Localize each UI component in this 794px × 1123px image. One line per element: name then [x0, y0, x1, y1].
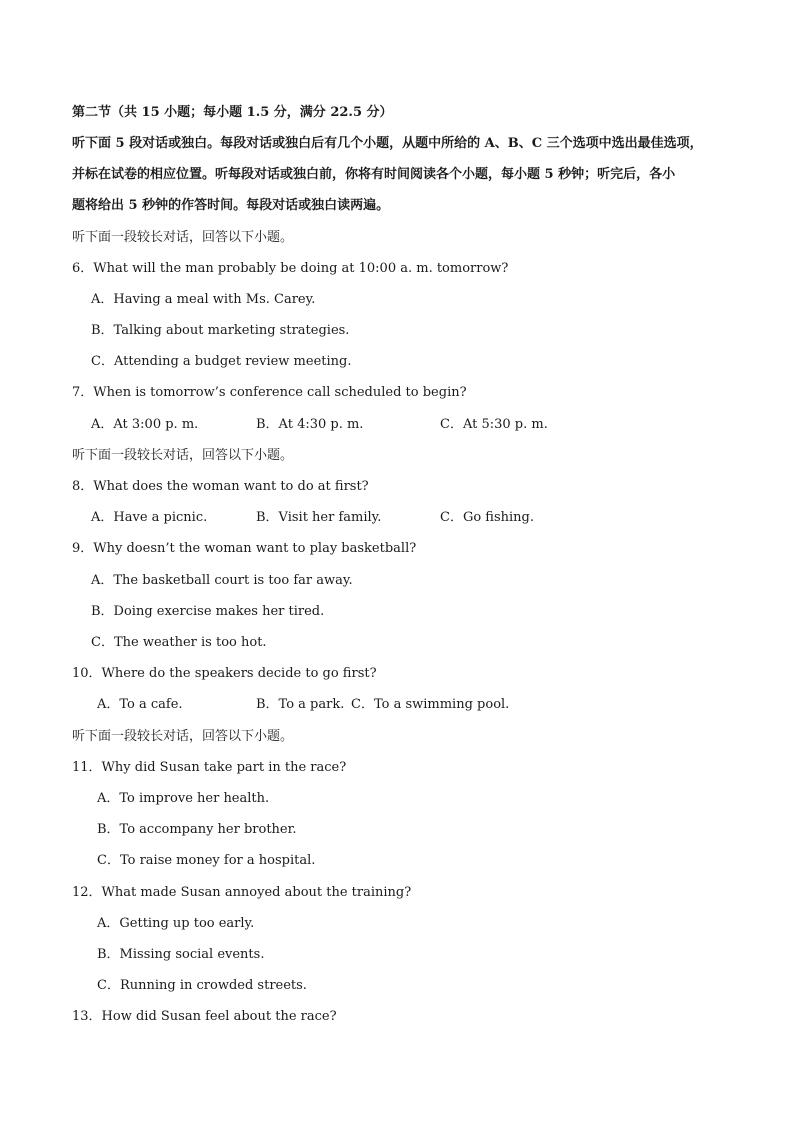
question-10-option-a: A．To a cafe.: [97, 697, 183, 712]
question-10-option-c: C．To a swimming pool.: [351, 697, 510, 712]
question-10-stem: 10．Where do the speakers decide to go first?: [72, 666, 377, 681]
dialogue-prompt: 听下面一段较长对话，回答以下小题。: [72, 448, 294, 463]
question-12-option-a: A．Getting up too early.: [97, 916, 255, 931]
question-6-option-a: A．Having a meal with Ms. Carey.: [91, 292, 316, 307]
dialogue-prompt: 听下面一段较长对话，回答以下小题。: [72, 729, 294, 744]
question-6-option-b: B．Talking about marketing strategies.: [91, 323, 350, 338]
question-10-option-b: B．To a park.: [256, 697, 345, 712]
question-12-option-c: C．Running in crowded streets.: [97, 978, 307, 993]
question-9-option-a: A．The basketball court is too far away.: [91, 573, 353, 588]
question-8-option-a: A．Have a picnic.: [91, 510, 208, 525]
question-8-option-c: C．Go fishing.: [440, 510, 534, 525]
question-9-option-b: B．Doing exercise makes her tired.: [91, 604, 325, 619]
section-heading: 第二节（共 15 小题；每小题 1.5 分，满分 22.5 分）: [72, 105, 393, 120]
question-9-stem: 9．Why doesn’t the woman want to play basketball?: [72, 541, 417, 556]
instructions-line-2: 并标在试卷的相应位置。听每段对话或独白前，你将有时间阅读各个小题，每小题 5 秒钟；听完后，各小: [72, 167, 676, 182]
question-11-option-a: A．To improve her health.: [97, 791, 270, 806]
question-8-option-b: B．Visit her family.: [256, 510, 382, 525]
question-7-stem: 7．When is tomorrow’s conference call scheduled to begin?: [72, 385, 467, 400]
question-12-stem: 12．What made Susan annoyed about the training?: [72, 885, 412, 900]
question-11-stem: 11．Why did Susan take part in the race?: [72, 760, 347, 775]
question-7-option-a: A．At 3:00 p. m.: [91, 417, 199, 432]
instructions-line-1: 听下面 5 段对话或独白。每段对话或独白后有几个小题，从题中所给的 A、B、C 三个选项中选出最佳选项，: [72, 136, 703, 151]
question-13-stem: 13．How did Susan feel about the race?: [72, 1009, 337, 1024]
question-6-stem: 6．What will the man probably be doing at 10:00 a. m. tomorrow?: [72, 261, 509, 276]
instructions-line-3: 题将给出 5 秒钟的作答时间。每段对话或独白读两遍。: [72, 198, 390, 213]
question-8-stem: 8．What does the woman want to do at first?: [72, 479, 369, 494]
question-11-option-c: C．To raise money for a hospital.: [97, 853, 316, 868]
question-11-option-b: B．To accompany her brother.: [97, 822, 297, 837]
dialogue-prompt: 听下面一段较长对话，回答以下小题。: [72, 230, 294, 245]
question-7-option-b: B．At 4:30 p. m.: [256, 417, 364, 432]
question-7-option-c: C．At 5:30 p. m.: [440, 417, 548, 432]
question-12-option-b: B．Missing social events.: [97, 947, 265, 962]
question-9-option-c: C．The weather is too hot.: [91, 635, 267, 650]
question-6-option-c: C．Attending a budget review meeting.: [91, 354, 352, 369]
